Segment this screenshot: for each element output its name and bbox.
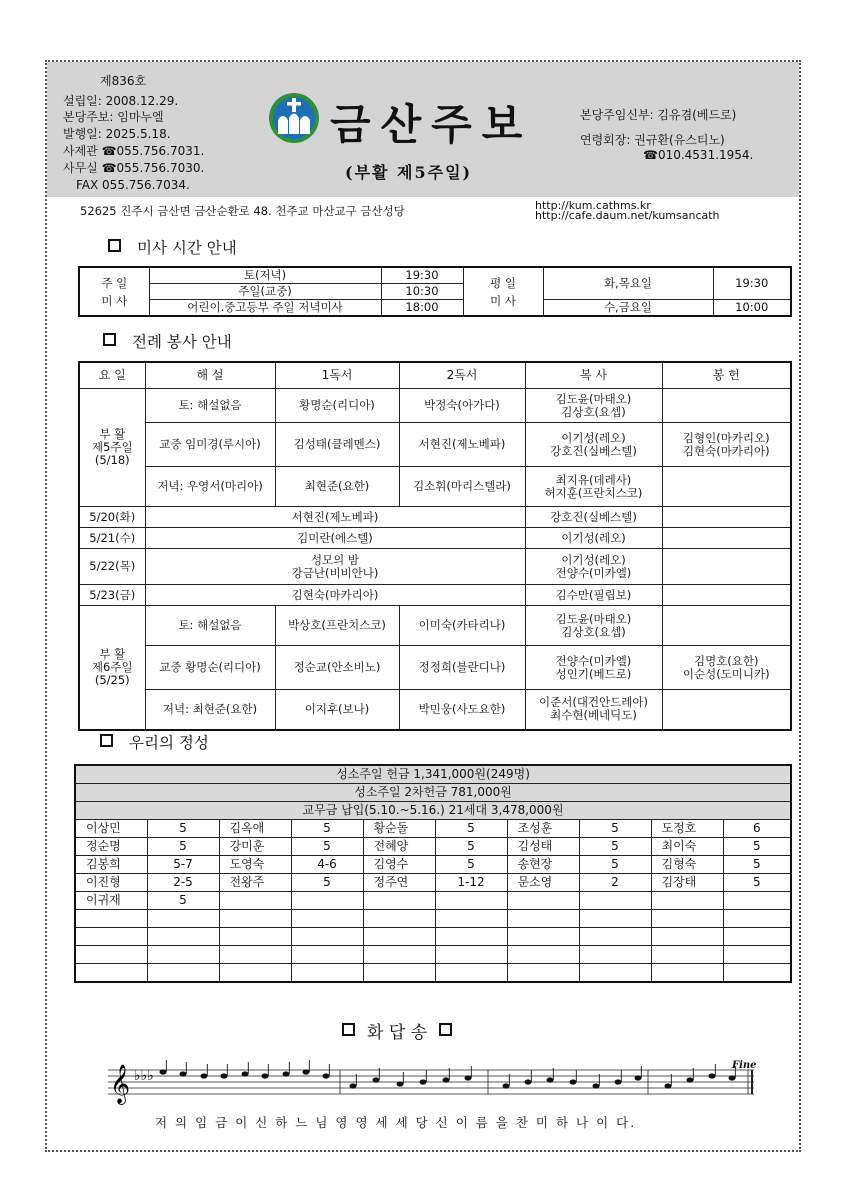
offering-row <box>75 928 791 946</box>
altar-server: 최지유(데레사) 허지훈(프란치스코) <box>525 467 662 507</box>
donor-name: 전혜양 <box>363 838 435 856</box>
column-header: 봉 헌 <box>662 362 791 389</box>
funeral-chairman: 연령회장: 권규환(유스티노) <box>580 133 725 147</box>
note-head-icon <box>570 1079 577 1084</box>
established-date: 설립일: 2008.12.29. <box>63 94 179 108</box>
altar-server: 김수만(필립보) <box>525 585 662 606</box>
donor-name <box>507 892 579 910</box>
donor-months <box>147 910 219 928</box>
offering-row <box>75 838 791 856</box>
donor-months <box>291 928 363 946</box>
note-head-icon <box>593 1083 600 1088</box>
donor-name <box>219 928 291 946</box>
offering-row <box>75 856 791 874</box>
note-head-icon <box>615 1079 622 1084</box>
offering-row <box>75 964 791 983</box>
mass-name: 화,목요일 <box>543 267 713 300</box>
donor-months <box>723 964 791 983</box>
reader-1: 김성태(클레멘스) <box>275 423 399 467</box>
reader-2: 이미숙(카타리나) <box>399 606 525 646</box>
reader-1: 이지후(보나) <box>275 690 399 730</box>
offertory <box>662 467 791 507</box>
donor-months <box>723 892 791 910</box>
donor-months <box>579 964 651 983</box>
donor-months <box>579 946 651 964</box>
donor-months: 5 <box>291 874 363 892</box>
donor-name <box>507 946 579 964</box>
note-head-icon <box>525 1079 532 1084</box>
donor-name <box>651 964 723 983</box>
donor-months <box>579 910 651 928</box>
mass-time: 18:00 <box>381 300 463 317</box>
donor-name <box>507 964 579 983</box>
sunday-mass-label: 주 일 미 사 <box>79 267 149 316</box>
altar-server: 김도윤(마태오) 김상호(요셉) <box>525 606 662 646</box>
altar-server: 이준서(대건안드레아) 최수현(베네딕도) <box>525 690 662 730</box>
column-header: 복 사 <box>525 362 662 389</box>
checkbox-square-icon <box>342 1023 355 1036</box>
note-head-icon <box>242 1071 249 1076</box>
offertory <box>662 389 791 423</box>
column-header: 1독서 <box>275 362 399 389</box>
donor-months <box>435 946 507 964</box>
weekday-mass-label: 평 일 미 사 <box>463 267 543 316</box>
weekday-date: 5/22(목) <box>79 549 145 585</box>
commentator: 교중 임미경(루시아) <box>145 423 275 467</box>
note-head-icon <box>709 1073 716 1078</box>
column-header: 2독서 <box>399 362 525 389</box>
donor-months <box>147 928 219 946</box>
altar-server: 김도윤(마태오) 김상호(요셉) <box>525 389 662 423</box>
offering-summary-line: 성소주일 2차헌금 781,000원 <box>75 784 791 802</box>
mass-time: 19:30 <box>713 267 791 300</box>
donor-months: 5 <box>147 838 219 856</box>
donor-months <box>435 892 507 910</box>
donor-months: 5 <box>579 856 651 874</box>
donor-months <box>723 928 791 946</box>
mass-time: 10:30 <box>381 284 463 300</box>
weekday-date: 5/23(금) <box>79 585 145 606</box>
offertory <box>662 528 791 549</box>
bulletin-subtitle: (부활 제5주일) <box>345 163 473 182</box>
donor-name <box>75 964 147 983</box>
mass-times-table <box>78 266 792 317</box>
mass-time: 10:00 <box>713 300 791 317</box>
altar-server: 이기성(레오) 전양수(미카엘) <box>525 549 662 585</box>
donor-months: 5 <box>723 838 791 856</box>
fax-number: FAX 055.756.7034. <box>76 178 190 192</box>
offertory: 김명호(요한) 이순성(도미니카) <box>662 646 791 690</box>
altar-server: 이기성(레오) <box>525 528 662 549</box>
donor-months <box>435 964 507 983</box>
issue-number: 제836호 <box>100 74 147 88</box>
donor-months <box>147 946 219 964</box>
donor-months <box>435 928 507 946</box>
note-head-icon <box>503 1083 510 1088</box>
note-head-icon <box>221 1073 228 1078</box>
note-head-icon <box>635 1075 642 1080</box>
note-head-icon <box>160 1069 167 1074</box>
checkbox-square-icon <box>439 1023 452 1036</box>
donor-name <box>219 892 291 910</box>
weekday-date: 5/21(수) <box>79 528 145 549</box>
donor-name <box>363 964 435 983</box>
donor-name: 정주연 <box>363 874 435 892</box>
offering-row <box>75 946 791 964</box>
donor-name: 도정호 <box>651 820 723 838</box>
note-head-icon <box>420 1079 427 1084</box>
donor-name <box>219 946 291 964</box>
weekday-date: 5/20(화) <box>79 507 145 528</box>
note-head-icon <box>397 1081 404 1086</box>
reader-1: 정순교(안소비노) <box>275 646 399 690</box>
donor-name: 황순돌 <box>363 820 435 838</box>
note-head-icon <box>443 1077 450 1082</box>
offertory <box>662 606 791 646</box>
column-header: 해 설 <box>145 362 275 389</box>
published-date: 발행일: 2025.5.18. <box>63 127 171 141</box>
checkbox-square-icon <box>103 333 116 346</box>
offering-row <box>75 892 791 910</box>
commentator: 저녁: 최현준(요한) <box>145 690 275 730</box>
donor-name: 이상민 <box>75 820 147 838</box>
note-head-icon <box>303 1069 310 1074</box>
week-label: 부 활 제6주일 (5/25) <box>79 606 145 730</box>
donor-months: 6 <box>723 820 791 838</box>
column-header: 요 일 <box>79 362 145 389</box>
offertory <box>662 585 791 606</box>
commentator: 교중 황명순(리디아) <box>145 646 275 690</box>
donor-months: 5 <box>435 820 507 838</box>
note-head-icon <box>180 1071 187 1076</box>
donor-months <box>147 964 219 983</box>
donor-name <box>651 946 723 964</box>
offering-summary-line: 성소주일 헌금 1,341,000원(249명) <box>75 765 791 784</box>
donor-months <box>579 928 651 946</box>
donor-name: 조성훈 <box>507 820 579 838</box>
offering-table <box>74 764 792 983</box>
cafe-link[interactable]: http://cafe.daum.net/kumsancath <box>535 209 720 222</box>
mass-time: 19:30 <box>381 267 463 284</box>
pastor-name: 본당주임신부: 김유겸(베드로) <box>580 108 737 122</box>
checkbox-square-icon <box>108 239 121 252</box>
donor-name <box>219 910 291 928</box>
note-head-icon <box>729 1075 736 1080</box>
donor-name: 김영수 <box>363 856 435 874</box>
donor-months: 5 <box>147 820 219 838</box>
donor-months <box>723 910 791 928</box>
church-address: 52625 진주시 금산면 금산순환로 48. 천주교 마산교구 금산성당 <box>80 204 405 218</box>
psalm-lyrics: 저 의 임 금 이 신 하 느 님 영 영 세 세 당 신 이 름 을 찬 미 하 나 이 다. <box>155 1115 637 1130</box>
donor-name: 이진형 <box>75 874 147 892</box>
offertory: 김형인(마카리오) 김현숙(마카리아) <box>662 423 791 467</box>
donor-months: 5 <box>147 892 219 910</box>
reader-2: 박민웅(사도요한) <box>399 690 525 730</box>
donor-name: 김성태 <box>507 838 579 856</box>
mass-section-heading: 미사 시간 안내 <box>108 236 237 258</box>
donor-months <box>291 892 363 910</box>
note-head-icon <box>373 1077 380 1082</box>
rectory-phone: 사제관 ☎055.756.7031. <box>63 144 205 158</box>
donor-name <box>75 910 147 928</box>
donor-name: 전왕주 <box>219 874 291 892</box>
note-head-icon <box>323 1073 330 1078</box>
note-head-icon <box>262 1073 269 1078</box>
donor-name <box>75 928 147 946</box>
weekday-reader: 김미란(에스텔) <box>145 528 525 549</box>
donor-name <box>651 928 723 946</box>
donor-name <box>219 964 291 983</box>
responsorial-psalm-heading: 화 답 송 <box>330 1018 464 1043</box>
offering-summary-line: 교무금 납입(5.10.~5.16.) 21세대 3,478,000원 <box>75 802 791 820</box>
donor-name: 정순명 <box>75 838 147 856</box>
note-head-icon <box>201 1073 208 1078</box>
offertory <box>662 507 791 528</box>
flat-sign-icon: ♭♭♭ <box>134 1068 154 1084</box>
reader-1: 황명순(리디아) <box>275 389 399 423</box>
donor-months: 2-5 <box>147 874 219 892</box>
altar-server: 전양수(미카엘) 성인기(베드로) <box>525 646 662 690</box>
donor-months: 5-7 <box>147 856 219 874</box>
donor-name: 김형숙 <box>651 856 723 874</box>
mass-name: 주일(교중) <box>149 284 381 300</box>
reader-2: 박정숙(아가다) <box>399 389 525 423</box>
fine-marking: Fine <box>732 1060 757 1071</box>
donor-months <box>579 892 651 910</box>
note-head-icon <box>283 1071 290 1076</box>
mass-name: 수,금요일 <box>543 300 713 317</box>
donor-name <box>363 910 435 928</box>
donor-name <box>651 892 723 910</box>
weekday-reader: 김현숙(마카리아) <box>145 585 525 606</box>
mass-name: 어린이.중고등부 주일 저녁미사 <box>149 300 381 317</box>
donor-name: 최이숙 <box>651 838 723 856</box>
liturgy-service-table <box>78 361 792 731</box>
donor-months: 5 <box>435 838 507 856</box>
donor-months: 5 <box>579 838 651 856</box>
reader-1: 박상호(프란치스코) <box>275 606 399 646</box>
offertory <box>662 549 791 585</box>
donor-months: 5 <box>579 820 651 838</box>
parish-patron: 본당주보: 임마누엘 <box>63 110 164 124</box>
donor-name: 이귀재 <box>75 892 147 910</box>
office-phone: 사무실 ☎055.756.7030. <box>63 161 205 175</box>
parish-logo <box>268 92 320 144</box>
music-staff <box>108 1058 758 1110</box>
reader-2: 김소휘(마리스텔라) <box>399 467 525 507</box>
donor-name: 송현장 <box>507 856 579 874</box>
note-head-icon <box>665 1083 672 1088</box>
week-label: 부 활 제5주일 (5/18) <box>79 389 145 507</box>
donor-months: 4-6 <box>291 856 363 874</box>
offering-row <box>75 820 791 838</box>
donor-name <box>363 946 435 964</box>
commentator: 토: 해설없음 <box>145 606 275 646</box>
donor-name: 도영숙 <box>219 856 291 874</box>
donor-name: 김장태 <box>651 874 723 892</box>
commentator: 토: 해설없음 <box>145 389 275 423</box>
donor-name: 김봉희 <box>75 856 147 874</box>
treble-clef-icon: 𝄞 <box>110 1064 131 1104</box>
weekday-reader: 성모의 밤 강금난(비비안나) <box>145 549 525 585</box>
donor-months: 2 <box>579 874 651 892</box>
donor-months: 5 <box>291 838 363 856</box>
note-head-icon <box>687 1077 694 1082</box>
donor-months: 5 <box>435 856 507 874</box>
reader-2: 정정희(블란디나) <box>399 646 525 690</box>
donor-months: 5 <box>723 856 791 874</box>
mass-name: 토(저녁) <box>149 267 381 284</box>
donor-months: 5 <box>723 874 791 892</box>
offertory <box>662 690 791 730</box>
note-head-icon <box>350 1083 357 1088</box>
offering-row <box>75 910 791 928</box>
offering-row <box>75 874 791 892</box>
donor-name <box>75 946 147 964</box>
checkbox-square-icon <box>100 734 113 747</box>
note-head-icon <box>547 1077 554 1082</box>
service-section-heading: 전례 봉사 안내 <box>103 330 232 352</box>
weekday-reader: 서현진(제노베파) <box>145 507 525 528</box>
bulletin-title: 금산주보 <box>330 100 533 149</box>
donor-months <box>291 946 363 964</box>
donor-name: 강미훈 <box>219 838 291 856</box>
donor-name: 문소영 <box>507 874 579 892</box>
chairman-phone: ☎010.4531.1954. <box>643 148 754 162</box>
commentator: 저녁: 우영서(마리아) <box>145 467 275 507</box>
donor-months <box>723 946 791 964</box>
donor-name <box>507 928 579 946</box>
donor-name <box>507 910 579 928</box>
donor-months <box>291 964 363 983</box>
reader-1: 최현준(요한) <box>275 467 399 507</box>
reader-2: 서현진(제노베파) <box>399 423 525 467</box>
donor-months <box>435 910 507 928</box>
donor-name <box>363 892 435 910</box>
homepage-link[interactable]: http://kum.cathms.kr <box>535 199 651 212</box>
donor-name <box>363 928 435 946</box>
donor-months: 5 <box>291 820 363 838</box>
donor-months: 1-12 <box>435 874 507 892</box>
offering-section-heading: 우리의 정성 <box>100 731 209 753</box>
altar-server: 강호진(실베스텔) <box>525 507 662 528</box>
altar-server: 이기성(레오) 강호진(실베스텔) <box>525 423 662 467</box>
donor-name <box>651 910 723 928</box>
donor-months <box>291 910 363 928</box>
donor-name: 김옥애 <box>219 820 291 838</box>
note-head-icon <box>465 1075 472 1080</box>
